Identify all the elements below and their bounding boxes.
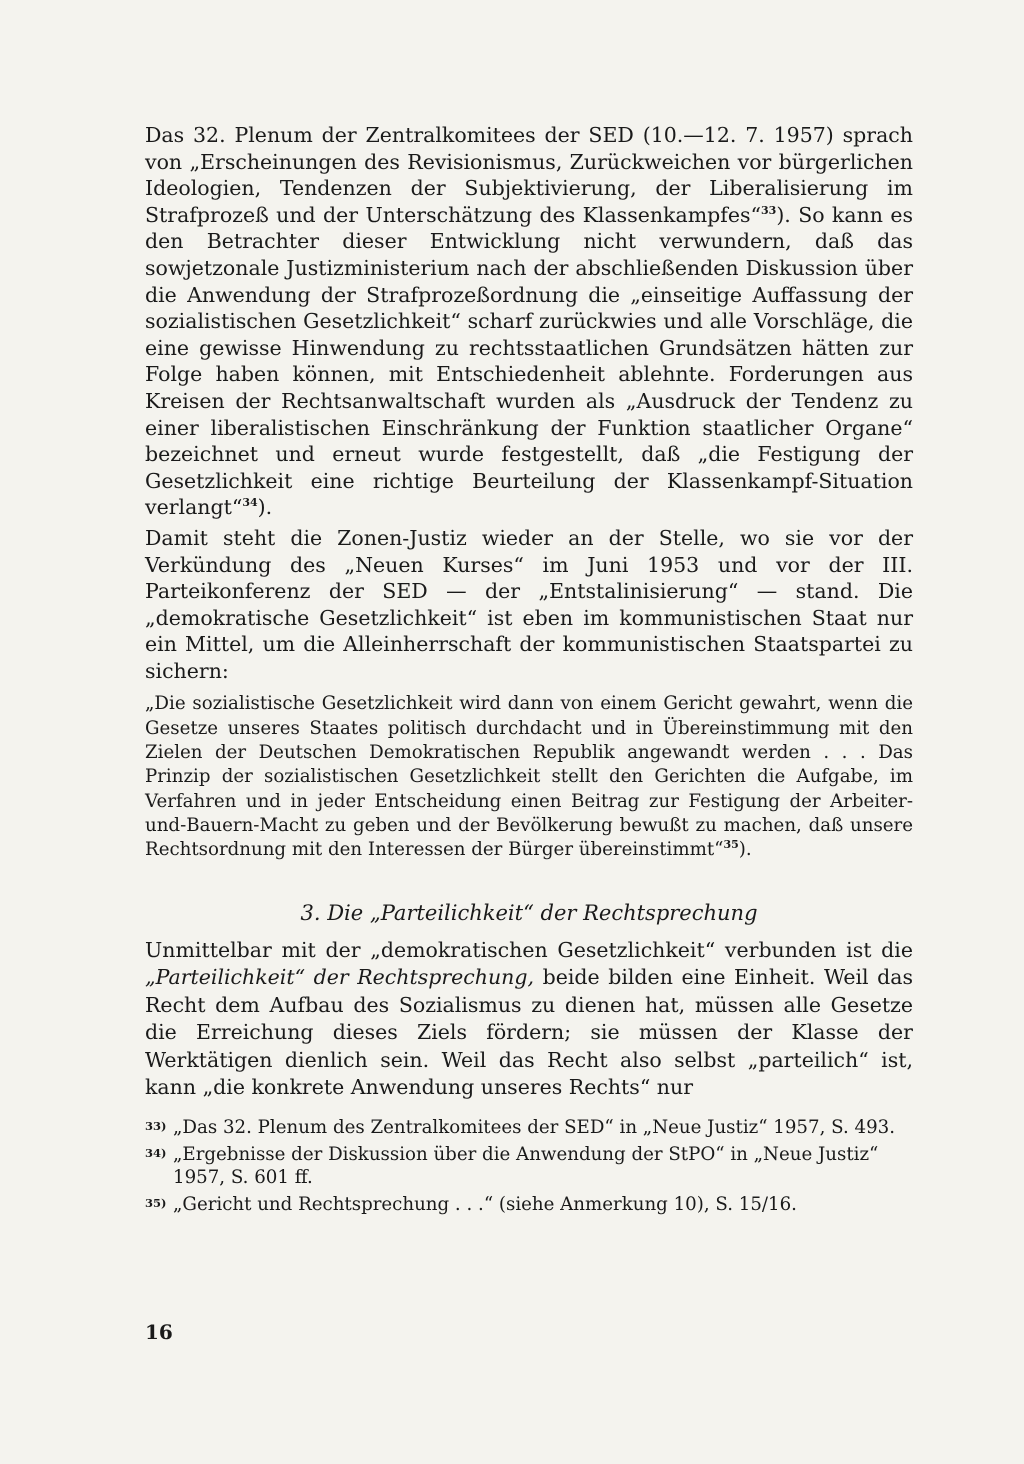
paragraph-1-text-b: ). So kann es den Betrachter dieser Entwicklung nicht verwundern, daß das sowjetzonale Justizministerium nach der abschließenden Diskussion über die Anwendung der Strafprozeßordnung die „einseitige Auffassung der sozialistischen Gesetzlichkeit“ scharf zurückwies und alle Vorschläge, die eine gewisse Hinwendung zu rechtsstaatlichen Grundsätzen hätten zur Folge haben können, mit Entschiedenheit ablehnte. Forderungen aus Kreisen der Rechtsanwaltschaft wurden als „Ausdruck der Tendenz zu einer liberalistischen Einschränkung der Funktion staatlicher Organe“ bezeichnet und erneut wurde festgestellt, daß „die Festigung der Gesetzlichkeit eine richtige Beurteilung der Klassenkampf-Situation verlangt“ [145,202,914,520]
paragraph-3 [145,937,913,1102]
footnote-33 [145,1116,913,1139]
paragraph-3-text-a: Unmittelbar mit der „demokratischen Gesetzlichkeit“ verbunden ist die [145,937,913,962]
paragraph-2: Damit steht die Zonen-Justiz wieder an der Stelle, wo sie vor der Verkündung des „Neuen Kurses“ im Juni 1953 und vor der III. Parteikonferenz der SED — der „Entstalinisierung“ — stand. Die „demokratische Gesetzlichkeit“ ist eben im kommunistischen Staat nur ein Mittel, um die Alleinherrschaft der kommunistischen Staatspartei zu sichern: [145,525,913,683]
footnotes [145,1116,913,1216]
paragraph-3-emphasis: „Parteilichkeit“ der Rechtsprechung, [145,965,535,990]
paragraph-1 [145,122,913,521]
footnote-ref-33[interactable]: 33 [761,203,777,217]
footnote-text: „Gericht und Rechtsprechung . . .“ (siehe Anmerkung 10), S. 15/16. [173,1193,797,1215]
page-number: 16 [145,1320,173,1344]
footnote-mark: 34) [145,1145,167,1160]
page-body [145,122,913,1220]
paragraph-1-text-c: ). [257,495,273,520]
footnote-ref-34[interactable]: 34 [242,496,258,510]
footnote-text: „Ergebnisse der Diskussion über die Anwendung der StPO“ in „Neue Justiz“ 1957, S. 601 ff. [173,1143,879,1188]
footnote-35 [145,1193,913,1216]
footnote-mark: 35) [145,1195,167,1210]
block-quote [145,692,913,862]
block-quote-text: „Die sozialistische Gesetzlichkeit wird dann von einem Gericht gewahrt, wenn die Gesetze unseres Staates politisch durchdacht und in Übereinstimmung mit den Zielen der Deutschen Demokratischen Republik angewandt werden . . . Das Prinzip der sozialistischen Gesetzlichkeit stellt den Gerichten die Aufgabe, im Verfahren und in jeder Entscheidung einen Beitrag zur Festigung der Arbeiter-und-Bauern-Macht zu geben und der Bevölkerung bewußt zu machen, daß unsere Rechtsordnung mit den Interessen der Bürger übereinstimmt“ [145,693,913,861]
paragraph-1-text-a: Das 32. Plenum der Zentralkomitees der SED (10.—12. 7. 1957) sprach von „Erscheinungen des Revisionismus, Zurückweichen vor bürgerlichen Ideologien, Tendenzen der Subjektivierung, der Liberalisierung im Strafprozeß und der Unterschätzung des Klassenkampfes“ [145,123,913,227]
footnote-mark: 33) [145,1118,167,1133]
footnote-34 [145,1143,913,1189]
block-quote-end: ). [738,839,752,861]
section-heading: 3. Die „Parteilichkeit“ der Rechtsprechung [300,900,758,925]
paragraph-3-text-b: beide bilden eine Einheit. Weil das Recht dem Aufbau des Sozialismus zu dienen hat, müssen alle Gesetze die Erreichung dieses Ziels fördern; sie müssen der Klasse der Werktätigen dienlich sein. Weil das Recht also selbst „parteilich“ ist, kann „die konkrete Anwendung unseres Rechts“ nur [145,965,913,1100]
footnote-text: „Das 32. Plenum des Zentralkomitees der SED“ in „Neue Justiz“ 1957, S. 493. [173,1116,896,1138]
footnote-ref-35[interactable]: 35 [723,838,739,852]
